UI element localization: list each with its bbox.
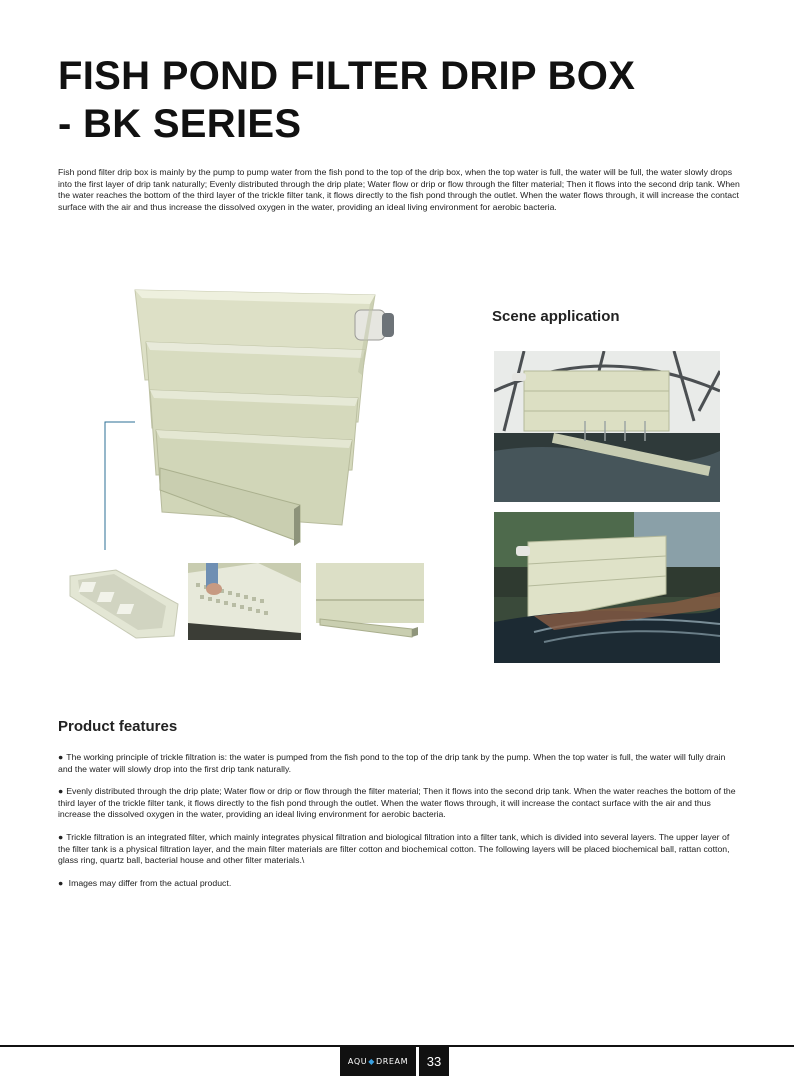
features-list: [58, 752, 738, 900]
detail-image-filter-plate: [188, 563, 301, 640]
feature-item: [58, 786, 738, 821]
bullet-icon: ●: [58, 831, 64, 842]
feature-text: Evenly distributed through the drip plate; Water flow or drip or flow through the filter material; Then it flows into the second drip tank. When the water reaches the bottom of the third layer of the trickle filter tank, it flows directly to the fish pond through the outlet. When the water flows through, it will increase the contact surface with the air and thus increase the dissolved oxygen in the water, providing an ideal living environment for aerobic bacteria.: [58, 786, 736, 820]
feature-text: The working principle of trickle filtration is: the water is pumped from the fish pond to the top of the drip tank by the pump. When the top water is full, the water will fully drain and the water will slowly drop into the first drip tank naturally.: [58, 752, 726, 774]
feature-item: [58, 832, 738, 867]
bullet-icon: ●: [58, 752, 64, 762]
feature-item: [58, 752, 738, 775]
footer-brand-logo: [340, 1047, 416, 1076]
scene-image-greenhouse: [494, 351, 720, 502]
detail-image-drip-tray: [66, 566, 180, 640]
brand-text-right: DREAM: [375, 1057, 409, 1066]
intro-paragraph: Fish pond filter drip box is mainly by the pump to pump water from the fish pond to the top of the drip box, when the top water is full, the water will be full, the water slowly drops into the first layer of drip tank naturally; Evenly distributed through the drip plate; Water flow or drip or flow through the filter material; Then it flows into the second drip tank. When the water reaches the bottom of the third layer of the trickle filter tank, it flows directly to the fish pond through the outlet. When the water flows through, it will increase the contact surface with the air and thus increase the dissolved oxygen in the water, providing an ideal living environment for aerobic bacteria.: [58, 167, 740, 212]
water-drop-icon: ◆: [368, 1057, 375, 1066]
bullet-icon: ●: [58, 877, 64, 888]
scene-image-outdoor-pond: [494, 512, 720, 663]
page-number: 33: [418, 1047, 449, 1076]
feature-text: Images may differ from the actual product.: [66, 877, 232, 888]
detail-image-outlet: [316, 563, 424, 640]
scene-application-heading: Scene application: [492, 308, 620, 325]
brand-text-left: AQU: [347, 1057, 368, 1066]
page-title: [58, 52, 758, 148]
product-features-heading: Product features: [58, 718, 178, 735]
feature-item: [58, 878, 738, 890]
feature-text: Trickle filtration is an integrated filter, which mainly integrates physical filtration and biological filtration into a filter tank, which is divided into several layers. The upper layer of the filter tank is a physical filtration layer, and the main filter materials are filter cotton and biochemical cotton. The following layers will be placed biochemical ball, rattan cotton, glass ring, quartz ball, bacterial house and other filter materials.\: [58, 831, 730, 866]
product-main-image: [100, 280, 400, 550]
title-line-1: FISH POND FILTER DRIP BOX: [58, 54, 636, 98]
title-line-2: - BK SERIES: [58, 102, 302, 146]
bullet-icon: ●: [58, 786, 64, 797]
